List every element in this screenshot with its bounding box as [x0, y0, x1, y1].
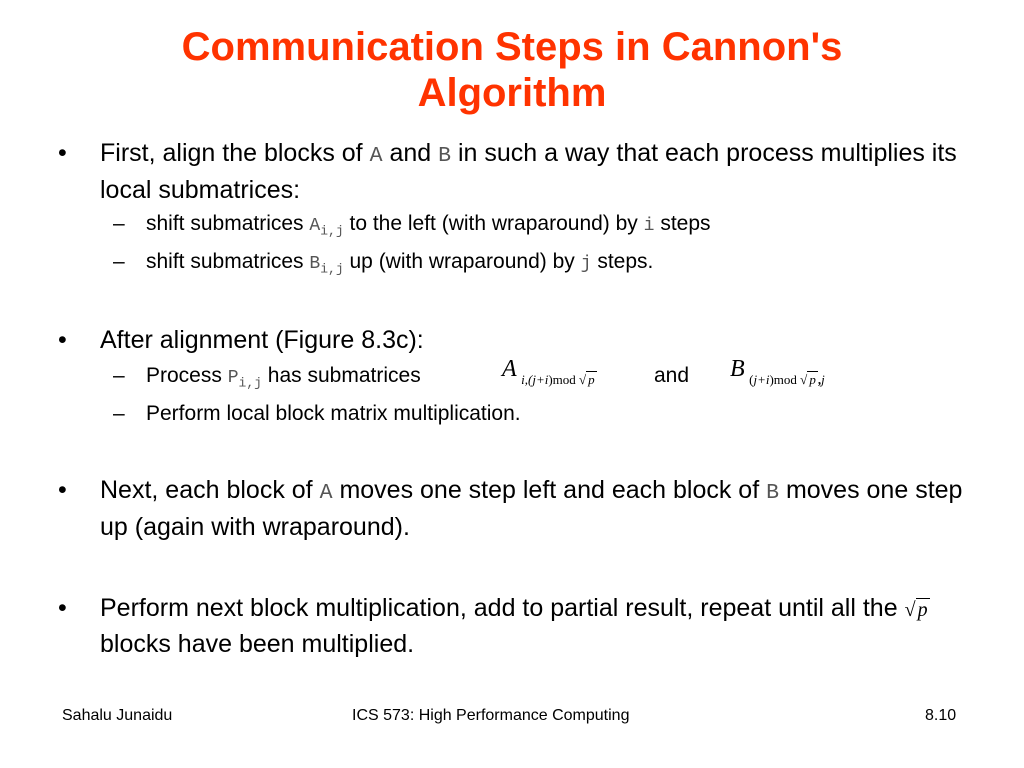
code-b-ij [309, 254, 344, 277]
code-base: B [309, 254, 321, 274]
formula-part: p [809, 372, 816, 387]
text: moves one step left and each block of [339, 476, 760, 504]
formula-part: j+i [753, 372, 770, 387]
code-base: A [309, 216, 321, 236]
sub-bullet-shift-b [113, 248, 976, 284]
code-a: A [369, 144, 383, 168]
text: shift submatrices [146, 212, 304, 235]
formula-part: j+i [532, 372, 549, 387]
formula-b [730, 356, 825, 387]
text: steps. [597, 250, 654, 273]
footer-course: ICS 573: High Performance Computing [352, 707, 630, 724]
code-subscript: i,j [320, 223, 344, 239]
text: moves one step up (again with wraparound). [100, 476, 963, 541]
text: shift submatrices [146, 250, 304, 273]
text: up (with wraparound) by [349, 250, 575, 273]
bullet-marker: • [58, 139, 67, 167]
dash-marker: – [113, 402, 125, 425]
code-a-ij [309, 216, 344, 239]
bullet-marker: • [58, 594, 67, 622]
code-j: j [580, 254, 592, 274]
sub-bullet-shift-a [113, 210, 976, 246]
text: Process [146, 364, 222, 387]
text: to the left (with wraparound) by [349, 212, 638, 235]
formula-part: p [917, 599, 928, 621]
dash-marker: – [113, 364, 125, 387]
text: Perform local block matrix multiplication. [146, 402, 521, 425]
bullet-after-alignment [58, 323, 980, 357]
text: blocks have been multiplied. [100, 630, 415, 658]
text: Next, each block of [100, 476, 313, 504]
sqrt-p-inline: √ p [904, 599, 928, 621]
formula-a-subscript [521, 372, 597, 387]
formula-part: i,( [521, 372, 533, 387]
text: Perform next block multiplication, add to partial result, repeat until all the [100, 594, 898, 622]
text: and [389, 139, 432, 167]
code-a: A [319, 481, 333, 505]
formula-a-base: A [502, 356, 517, 382]
code-p-ij [227, 368, 262, 391]
sqrt-symbol: √ p [579, 372, 595, 387]
formula-part: )mod [548, 372, 576, 387]
slide-title: Communication Steps in Cannon's Algorithm [181, 25, 843, 115]
text: steps [660, 212, 711, 235]
sub-bullet-local-multiply [113, 400, 976, 428]
dash-marker: – [113, 250, 125, 273]
sqrt-symbol: √ p [800, 372, 816, 387]
dash-marker: – [113, 212, 125, 235]
code-b: B [766, 481, 779, 505]
bullet-marker: • [58, 476, 67, 504]
code-i: i [643, 216, 655, 236]
text: has submatrices [267, 364, 421, 387]
formula-part: j [821, 372, 825, 387]
text: in such a way that each process multiplies its local submatrices: [100, 139, 957, 204]
code-subscript: i,j [320, 261, 344, 277]
bullet-repeat [58, 591, 980, 661]
formula-part: ( [749, 372, 754, 387]
bullet-marker: • [58, 326, 67, 354]
text: After alignment (Figure 8.3c): [100, 326, 424, 354]
footer-page-number: 8.10 [925, 707, 957, 724]
bullet-align-blocks [58, 136, 980, 207]
code-base: P [227, 368, 239, 388]
formula-a [502, 356, 597, 387]
code-b: B [438, 144, 452, 168]
formula-b-base: B [730, 356, 745, 382]
text: First, align the blocks of [100, 139, 363, 167]
bullet-next-step [58, 473, 980, 544]
code-subscript: i,j [238, 375, 262, 391]
formula-part: p [588, 372, 595, 387]
formula-part: )mod [769, 372, 797, 387]
and-text: and [654, 364, 690, 387]
footer-author: Sahalu Junaidu [62, 707, 173, 724]
formula-b-subscript: (j+i)mod √ p ,j [749, 372, 825, 387]
